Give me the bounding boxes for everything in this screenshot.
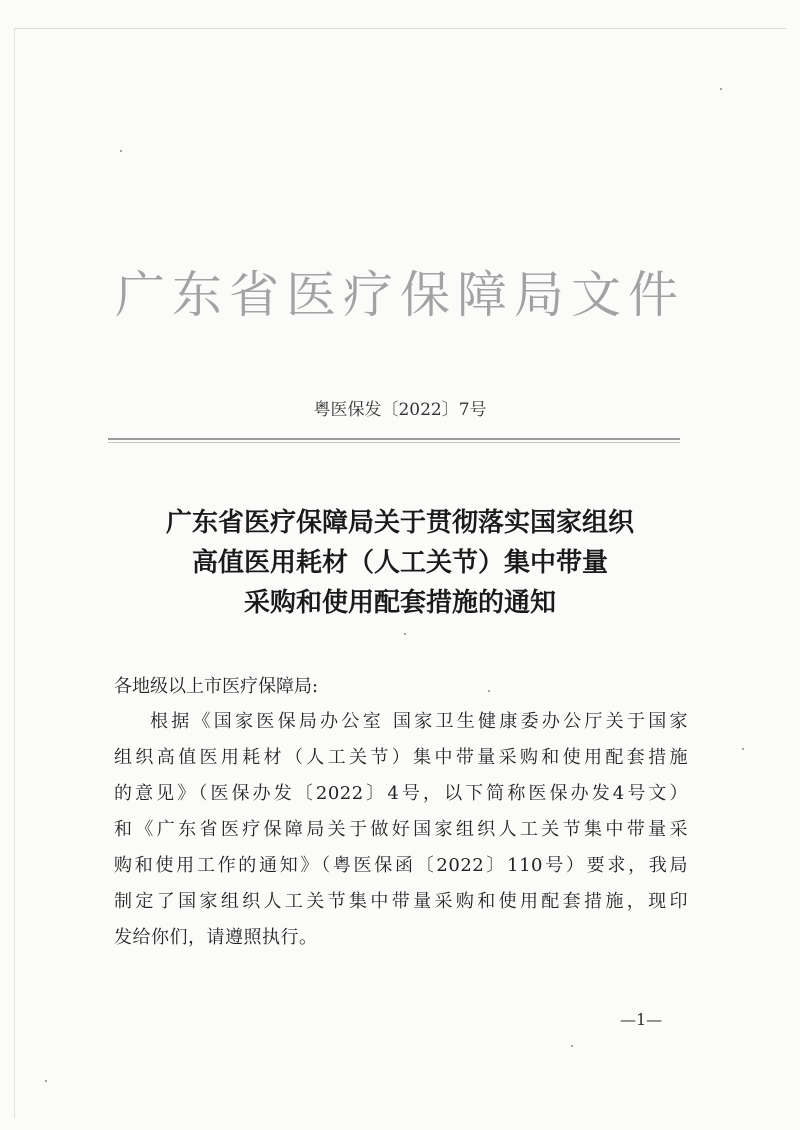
title-line: 采购和使用配套措施的通知: [243, 588, 556, 618]
scan-speck: [120, 150, 122, 152]
scan-speck: [742, 748, 744, 750]
scan-speck: [45, 1080, 47, 1082]
body-line: 组织高值医用耗材（人工关节）集中带量采购和使用配套措施: [114, 747, 688, 768]
scan-speck: [488, 690, 490, 692]
document-title: [60, 503, 740, 623]
scan-speck: [404, 633, 406, 635]
scan-border-top: [14, 28, 786, 29]
body-line: 购和使用工作的通知》（粤医保函〔2022〕110号）要求，我局: [114, 855, 688, 876]
body-line: 的意见》（医保办发〔2022〕4号，以下简称医保办发4号文）: [114, 783, 688, 804]
body-line: 根据《国家医保局办公室 国家卫生健康委办公厅关于国家: [150, 711, 688, 732]
body-line: 发给你们，请遵照执行。: [114, 927, 318, 948]
page-number: —1—: [620, 1010, 663, 1029]
salutation: 各地级以上市医疗保障局:: [114, 676, 319, 697]
title-line: 广东省医疗保障局关于贯彻落实国家组织: [165, 508, 634, 538]
title-line: 高值医用耗材（人工关节）集中带量: [191, 548, 608, 578]
scan-border-left: [14, 28, 15, 1118]
document-number: 粤医保发〔2022〕7号: [313, 400, 487, 420]
body-line: 和《广东省医疗保障局关于做好国家组织人工关节集中带量采: [114, 819, 688, 840]
separator-rule-thin: [108, 442, 680, 443]
scan-speck: [720, 88, 722, 90]
scan-speck: [571, 1045, 573, 1047]
body-paragraph: [114, 704, 688, 956]
separator-rule: [108, 438, 680, 440]
document-masthead: 广东省医疗保障局文件: [115, 266, 685, 324]
body-line: 制定了国家组织人工关节集中带量采购和使用配套措施，现印: [114, 891, 688, 912]
